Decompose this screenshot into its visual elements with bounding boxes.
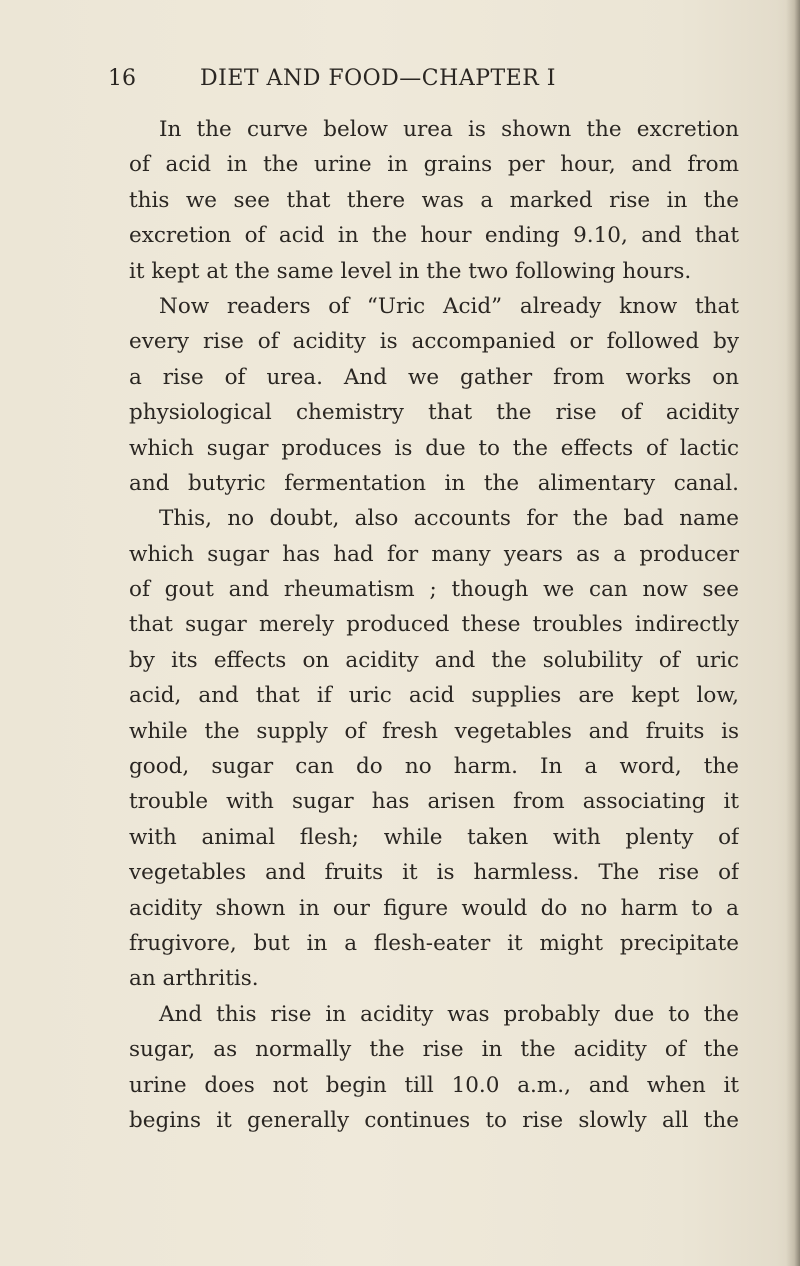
text-line: while the supply of fresh vegetables and fruits is	[129, 718, 739, 744]
text-line: sugar, as normally the rise in the acidity of the	[129, 1037, 739, 1063]
text-line: of gout and rheumatism ; though we can now see	[129, 577, 739, 603]
text-line: urine does not begin till 10.0 a.m., and when it	[129, 1072, 739, 1098]
text-line: which sugar produces is due to the effects of lactic	[129, 435, 739, 461]
text-line: physiological chemistry that the rise of acidity	[129, 400, 739, 426]
text-line: In the curve below urea is shown the excretion	[159, 117, 739, 142]
text-line: this we see that there was a marked rise in the	[129, 187, 739, 213]
text-line: every rise of acidity is accompanied or followed by	[129, 329, 739, 355]
running-title: DIET AND FOOD—CHAPTER I	[200, 66, 556, 91]
text-line: trouble with sugar has arisen from associating it	[129, 789, 739, 815]
text-line: And this rise in acidity was probably due to the	[159, 1001, 739, 1027]
text-line: a rise of urea. And we gather from works on	[129, 364, 739, 390]
text-line: an arthritis.	[129, 966, 259, 992]
text-line: by its effects on acidity and the solubility of uric	[129, 647, 739, 673]
text-line: acid, and that if uric acid supplies are kept low,	[129, 683, 739, 709]
text-line: begins it generally continues to rise slowly all the	[129, 1107, 739, 1133]
text-line: good, sugar can do no harm. In a word, the	[129, 754, 739, 780]
text-line: vegetables and fruits it is harmless. The rise of	[129, 860, 739, 886]
body-text	[129, 112, 739, 1138]
text-line: excretion of acid in the hour ending 9.10, and that	[129, 223, 739, 249]
text-line: it kept at the same level in the two following hours.	[129, 258, 692, 284]
text-line: of acid in the urine in grains per hour, and from	[129, 152, 739, 178]
text-line: Now readers of “Uric Acid” already know that	[159, 293, 739, 319]
text-line: This, no doubt, also accounts for the bad name	[159, 506, 739, 532]
page-number: 16	[108, 66, 136, 91]
text-line: frugivore, but in a flesh-eater it might precipitate	[129, 930, 739, 956]
text-line: that sugar merely produced these troubles indirectly	[129, 612, 739, 638]
text-line: and butyric fermentation in the alimentary canal.	[129, 470, 739, 496]
text-line: with animal flesh; while taken with plenty of	[129, 824, 739, 850]
page-edge-shadow	[786, 0, 800, 1266]
running-head	[108, 64, 628, 94]
text-line: which sugar has had for many years as a producer	[129, 541, 739, 567]
text-line: acidity shown in our figure would do no harm to a	[129, 895, 739, 921]
